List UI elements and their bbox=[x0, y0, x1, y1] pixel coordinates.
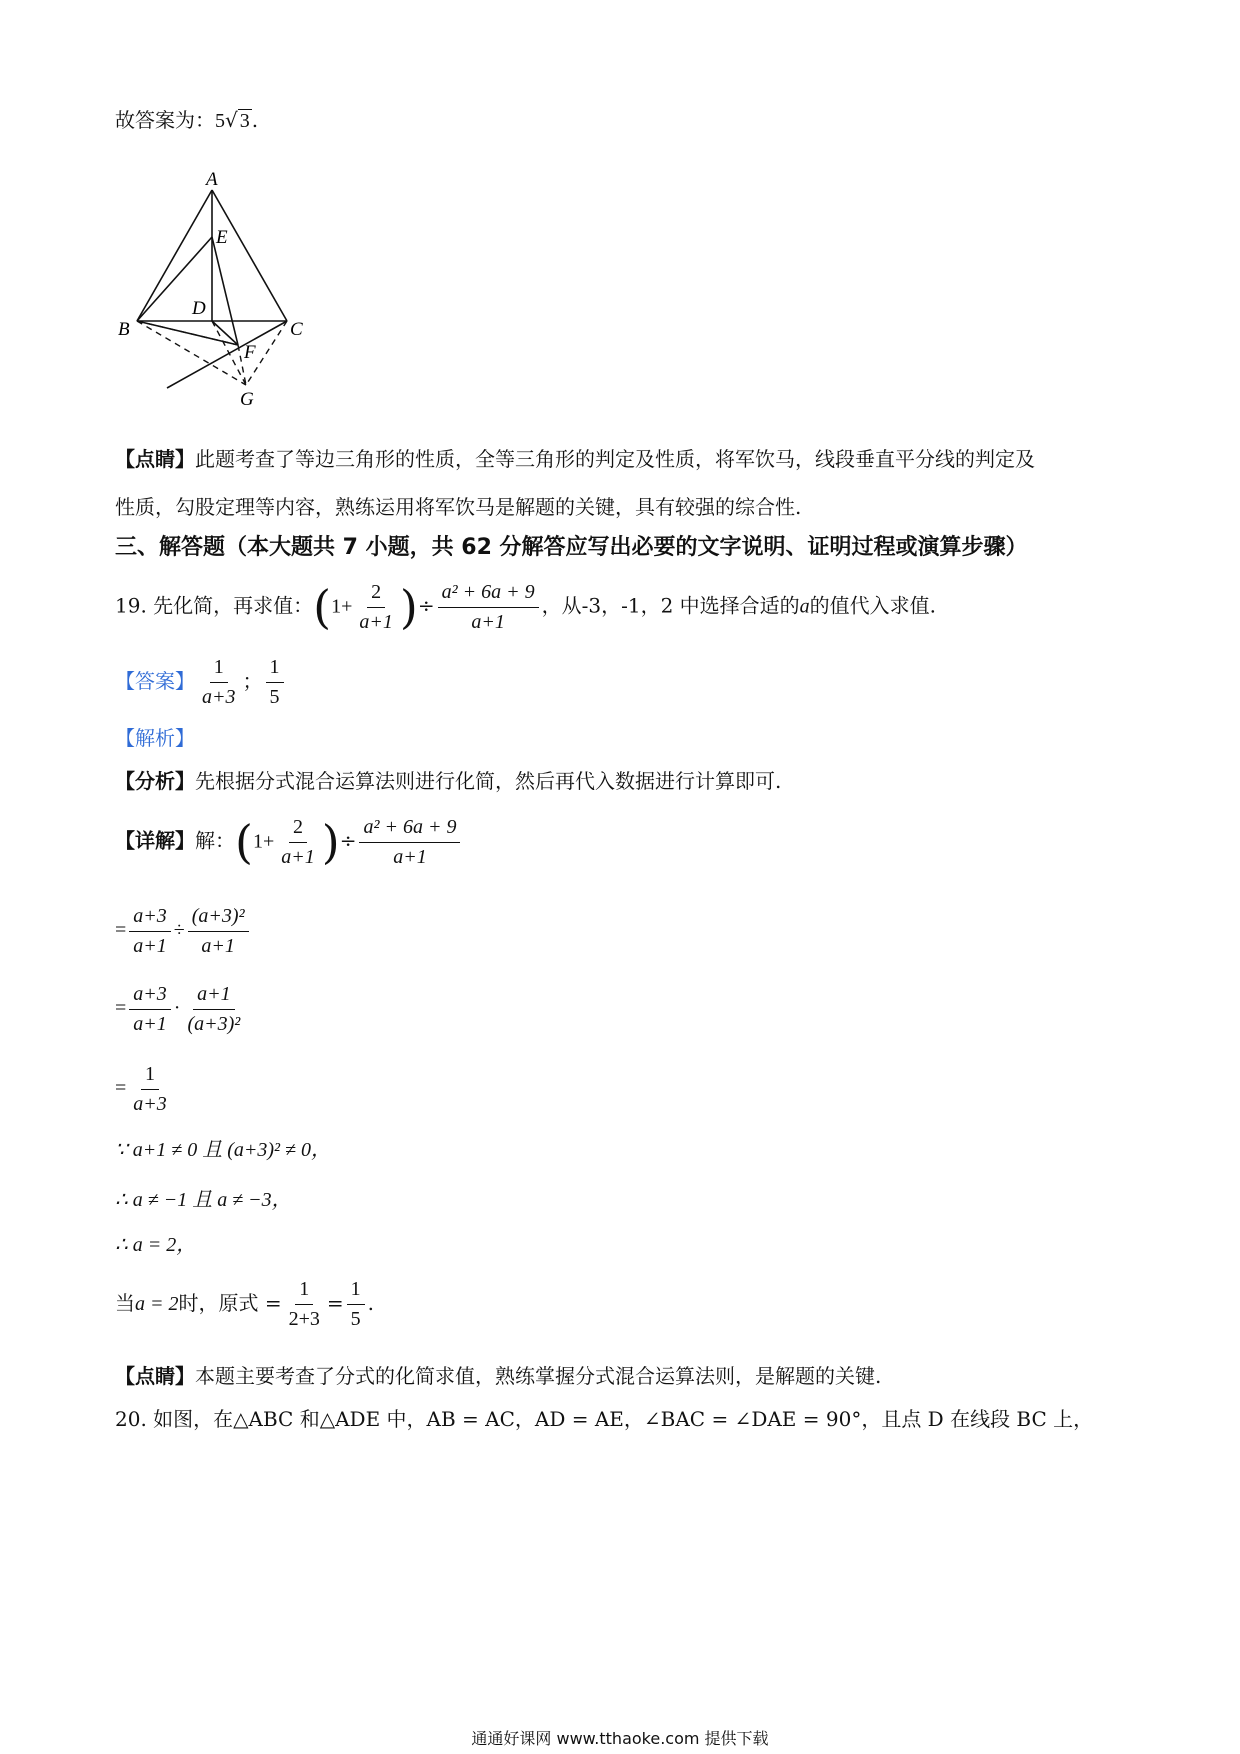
geometry-figure bbox=[110, 165, 320, 415]
section3-heading: 三、解答题（本大题共 7 小题，共 62 分解答应写出必要的文字说明、证明过程或演算步骤） bbox=[115, 535, 1028, 560]
comment18-text2: 性质，勾股定理等内容，熟练运用将军饮马是解题的关键，具有较强的综合性. bbox=[115, 495, 802, 519]
label-B: B bbox=[118, 319, 130, 340]
q19-suffix2: 的值代入求值. bbox=[809, 593, 937, 618]
answer19-frac2: $\frac{1}{5}$ bbox=[266, 656, 284, 709]
detail19-cond1: ∵ a+1 ≠ 0 且 (a+3)² ≠ 0， bbox=[115, 1139, 331, 1161]
q20-line: 20. 如图，在△ABC 和△ADE 中，AB = AC，AD = AE，∠BAC = ∠DAE = 90°，且点 D 在线段 BC 上， bbox=[115, 1407, 1094, 1431]
comment18-line1 bbox=[115, 443, 1035, 472]
segment-CF-extended bbox=[167, 321, 287, 388]
q19-suffix: ，从-3，-1，2 中选择合适的 bbox=[541, 593, 800, 618]
answer19-frac1: $\frac{1}{a+3}$ bbox=[202, 656, 236, 708]
answer19-sep: ； bbox=[242, 669, 263, 693]
answer19-line bbox=[115, 656, 287, 709]
q19-line bbox=[115, 580, 936, 634]
q19-var: a bbox=[799, 595, 810, 618]
analysis19-line bbox=[115, 765, 781, 794]
detail19-step3: = $\frac{1}{a+3}$ bbox=[115, 1063, 167, 1115]
prev-answer-suffix: . bbox=[251, 108, 259, 132]
analysis19-text: 先根据分式混合运算法则进行化简，然后再代入数据进行计算即可. bbox=[195, 769, 782, 793]
answer19-tag: 【答案】 bbox=[115, 669, 195, 693]
comment19-line bbox=[115, 1360, 881, 1389]
label-D: D bbox=[192, 298, 206, 319]
prev-answer-radicand: 3 bbox=[239, 110, 250, 132]
detail19-step2: = $\frac{a+3}{a+1}$ · $\frac{a+1}{\text{(a+3)²}}$ bbox=[115, 983, 241, 1035]
prev-answer-prefix: 故答案为： bbox=[115, 108, 215, 132]
comment19-text: 本题主要考查了分式的化简求值，熟练掌握分式混合运算法则，是解题的关键. bbox=[195, 1364, 882, 1388]
right-paren: ) bbox=[399, 580, 418, 634]
comment18-text1: 此题考查了等边三角形的性质，全等三角形的判定及性质，将军饮马，线段垂直平分线的判定及 bbox=[195, 447, 1035, 471]
prev-answer-value: 5 bbox=[215, 110, 225, 132]
segment-EF bbox=[212, 237, 238, 345]
q19-prefix: 19. 先化简，再求值： bbox=[115, 593, 314, 618]
segment-AC bbox=[212, 190, 287, 321]
comment19-tag: 【点睛】 bbox=[115, 1364, 195, 1388]
analysis-tag: 【解析】 bbox=[115, 726, 195, 750]
comment18-tag: 【点睛】 bbox=[115, 447, 195, 471]
detail19-intro: 解： bbox=[195, 828, 235, 853]
label-C: C bbox=[290, 319, 303, 340]
detail19-cond3: ∴ a = 2， bbox=[115, 1234, 197, 1256]
analysis19-tag: 【分析】 bbox=[115, 769, 195, 793]
label-A: A bbox=[206, 169, 218, 190]
label-F: F bbox=[244, 342, 256, 363]
prev-answer-line bbox=[115, 104, 258, 133]
detail19-line: 【详解】解：(1+ $\frac{2}{a+1}$ )÷ $\frac{\text{a² + 6a + 9}}{a+1}$ bbox=[115, 815, 463, 869]
footer: 通通好课网 www.tthaoke.com 提供下载 bbox=[471, 1729, 769, 1748]
q19-div: ÷ bbox=[417, 593, 435, 618]
q19-frac2: $\frac{\text{a² + 6a + 9}}{a+1}$ bbox=[438, 581, 539, 634]
label-G: G bbox=[240, 389, 254, 410]
comment18-line2 bbox=[115, 491, 801, 520]
detail19-final: 当a = 2时，原式 = $\frac{1}{2+3}$ = $\frac{1}{5}$ . bbox=[115, 1278, 375, 1330]
q19-one: 1+ bbox=[331, 595, 353, 618]
detail19-cond2: ∴ a ≠ −1 且 a ≠ −3， bbox=[115, 1189, 292, 1211]
detail19-tag: 【详解】 bbox=[115, 828, 195, 853]
label-E: E bbox=[216, 227, 228, 248]
dashed-DG bbox=[212, 321, 246, 385]
detail19-step1: = $\frac{a+3}{a+1}$ ÷ $\frac{\text{(a+3)²}}{a+1}$ bbox=[115, 905, 252, 958]
left-paren: ( bbox=[313, 580, 332, 634]
sqrt-sign: √ bbox=[225, 108, 238, 132]
q19-frac1: $\frac{2}{a+1}$ bbox=[359, 580, 393, 633]
